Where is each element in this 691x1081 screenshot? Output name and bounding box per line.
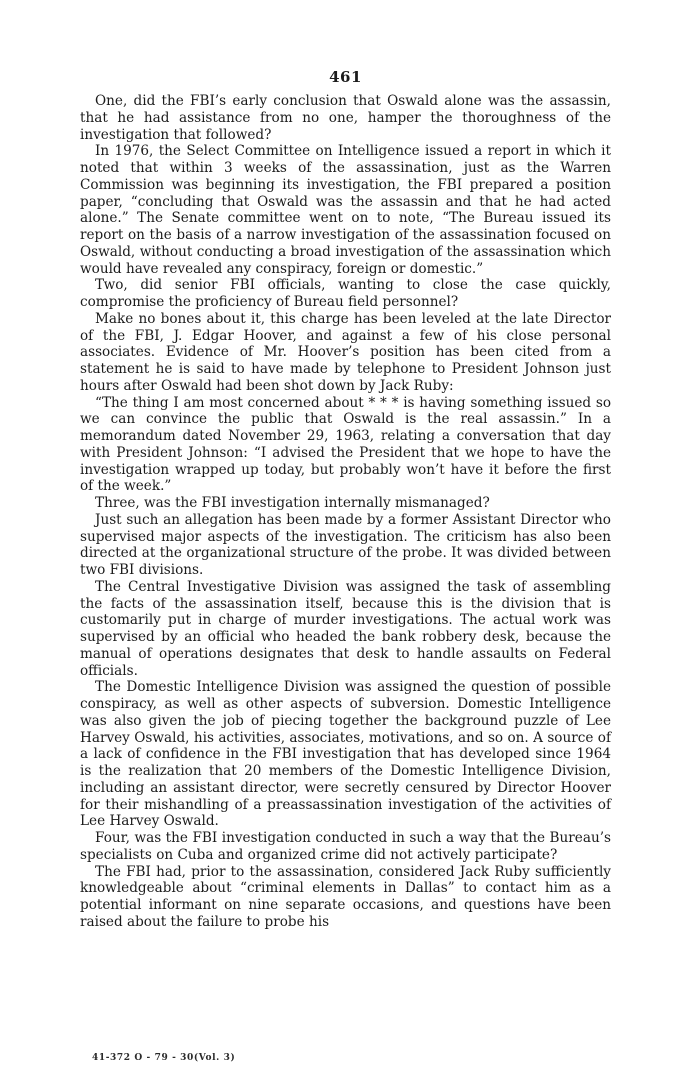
paragraph: The FBI had, prior to the assassination, considered Jack Ruby sufficiently knowledgeable about “criminal elements in Dallas” to contact him as a potential informant on nine separate occasions, and questions have been raised about the failure to probe his (80, 863, 611, 930)
paragraph: Four, was the FBI investigation conducted in such a way that the Bureau’s specialists on Cuba and organized crime did not actively participate? (80, 830, 611, 863)
paragraph: “The thing I am most concerned about * * * is having something issued so we can convince the public that Oswald is the real assassin.” In a memorandum dated November 29, 1963, relating a conversation that day with President Johnson: “I advised the President that we hope to have the investigation wrapped up today, but probably won’t have it before the first of the week.” (80, 394, 611, 495)
page-body (80, 93, 611, 931)
paragraph: In 1976, the Select Committee on Intelligence issued a report in which it noted that within 3 weeks of the assassination, just as the Warren Commission was beginning its investigation, the FBI prepared a position paper, “concluding that Oswald was the assassin and that he had acted alone.” The Senate committee went on to note, “The Bureau issued its report on the basis of a narrow investigation of the assassination focused on Oswald, without conducting a broad investigation of the assassination which would have revealed any conspiracy, foreign or domestic.” (80, 143, 611, 277)
paragraph: The Central Investigative Division was assigned the task of assembling the facts of the assassination itself, because this is the division that is customarily put in charge of murder investigations. The actual work was supervised by an official who headed the bank robbery desk, because the manual of operations designates that desk to handle assaults on Federal officials. (80, 578, 611, 679)
paragraph: One, did the FBI’s early conclusion that Oswald alone was the assassin, that he had assistance from no one, hamper the thoroughness of the investigation that followed? (80, 93, 611, 143)
print-code: 41-372 O - 79 - 30(Vol. 3) (92, 1053, 236, 1063)
paragraph: The Domestic Intelligence Division was assigned the question of possible conspiracy, as well as other aspects of subversion. Domestic Intelligence was also given the job of piecing together the background puzzle of Lee Harvey Oswald, his activities, associates, motivations, and so on. A source of a lack of confidence in the FBI investigation that has developed since 1964 is the realization that 20 members of the Domestic Intelligence Division, including an assistant director, were secretly censured by Director Hoover for their mishandling of a preassassination investigation of the activities of Lee Harvey Oswald. (80, 679, 611, 830)
page-number: 461 (329, 68, 362, 86)
paragraph: Just such an allegation has been made by a former Assistant Director who supervised major aspects of the investigation. The criticism has also been directed at the organizational structure of the probe. It was divided between two FBI divisions. (80, 511, 611, 578)
paragraph: Three, was the FBI investigation internally mismanaged? (95, 495, 490, 511)
paragraph: Make no bones about it, this charge has been leveled at the late Director of the FBI, J. Edgar Hoover, and against a few of his close personal associates. Evidence of Mr. Hoover’s position has been cited from a statement he is said to have made by telephone to President Johnson just hours after Oswald had been shot down by Jack Ruby: (80, 310, 611, 394)
paragraph: Two, did senior FBI officials, wanting to close the case quickly, compromise the proficiency of Bureau field personnel? (80, 277, 611, 310)
